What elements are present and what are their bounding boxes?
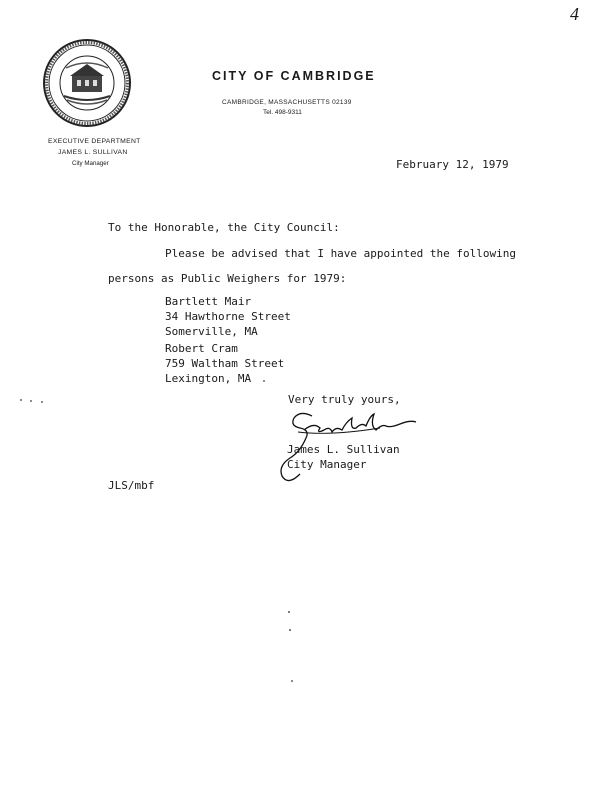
scan-speck [291, 680, 293, 682]
letter-date: February 12, 1979 [396, 158, 509, 171]
scan-speck [20, 399, 22, 401]
appointee-city: Somerville, MA [165, 325, 258, 338]
signatory-title: City Manager [287, 458, 367, 471]
appointee-street: 759 Waltham Street [165, 357, 285, 370]
city-telephone: Tel. 498-9311 [263, 109, 302, 116]
department-label: EXECUTIVE DEPARTMENT [48, 138, 141, 145]
salutation: To the Honorable, the City Council: [108, 221, 340, 234]
appointee-name: Robert Cram [165, 342, 238, 355]
scan-speck [41, 401, 43, 403]
appointee-block [165, 341, 284, 386]
signatory-name: James L. Sullivan [287, 443, 400, 456]
city-seal-icon [42, 38, 132, 128]
scan-speck [289, 629, 291, 631]
body-line-1: Please be advised that I have appointed the following [165, 247, 516, 260]
official-name: JAMES L. SULLIVAN [58, 149, 128, 156]
city-title: CITY OF CAMBRIDGE [212, 69, 376, 83]
appointee-block [165, 294, 291, 339]
appointee-street: 34 Hawthorne Street [165, 310, 291, 323]
scan-speck [263, 380, 265, 382]
appointee-city: Lexington, MA [165, 372, 252, 385]
body-line-2: persons as Public Weighers for 1979: [108, 272, 347, 285]
official-title: City Manager [72, 160, 109, 167]
page-number: 4 [570, 4, 579, 24]
city-address: CAMBRIDGE, MASSACHUSETTS 02139 [222, 99, 352, 106]
scan-speck [30, 400, 32, 402]
scan-speck [288, 611, 290, 613]
appointee-name: Bartlett Mair [165, 295, 252, 308]
typist-initials: JLS/mbf [108, 479, 155, 492]
closing: Very truly yours, [288, 393, 401, 406]
